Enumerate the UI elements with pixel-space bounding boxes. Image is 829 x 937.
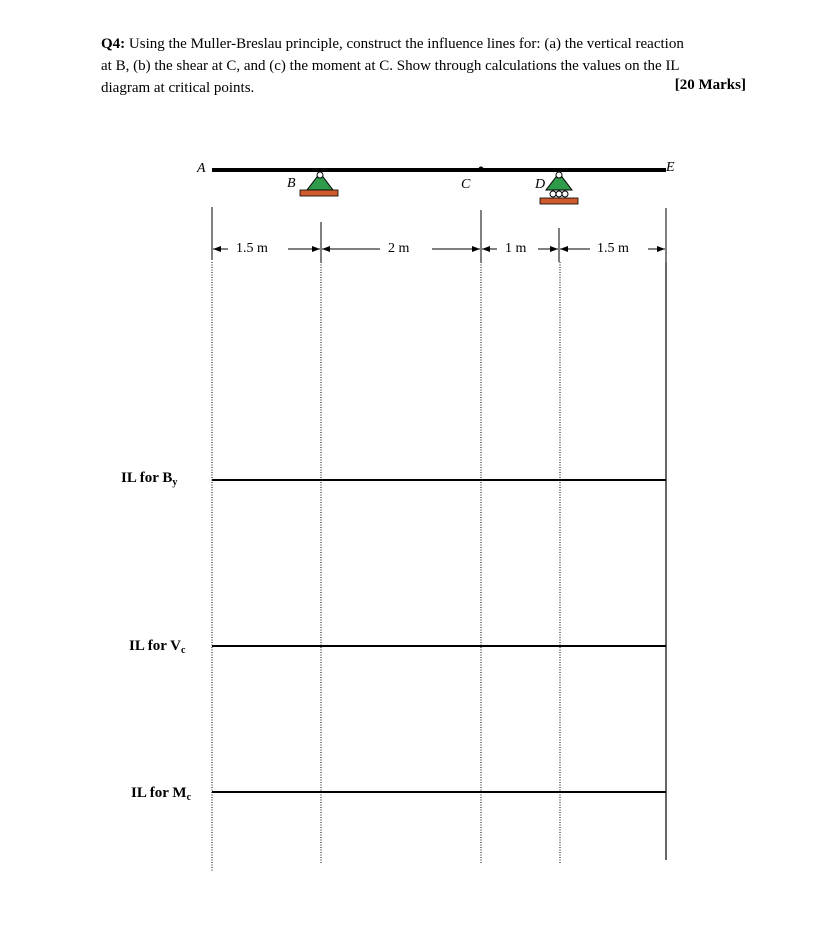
- point-label-c: C: [461, 177, 471, 192]
- dimension-label: 2 m: [388, 241, 410, 256]
- support-b: [300, 172, 338, 196]
- il-label-text: IL for V: [129, 638, 181, 654]
- roller-icon: [556, 191, 562, 197]
- il-label-mc: [131, 785, 192, 803]
- dimension-label: 1 m: [505, 241, 527, 256]
- hinge-c: [479, 167, 484, 172]
- question-line-1-text: Using the Muller-Breslau principle, construct the influence lines for: (a) the vertical reaction: [128, 36, 684, 52]
- question-line-2: at B, (b) the shear at C, and (c) the moment at C. Show through calculations the values on the IL: [101, 58, 680, 74]
- pin-icon: [317, 172, 323, 178]
- il-label-text: IL for M: [131, 785, 187, 801]
- il-label-subscript: c: [186, 792, 192, 803]
- marks-label: [20 Marks]: [674, 77, 746, 93]
- point-label-a: A: [197, 161, 206, 176]
- pin-icon: [556, 172, 562, 178]
- roller-icon: [550, 191, 556, 197]
- roller-icon: [562, 191, 568, 197]
- support-base: [300, 190, 338, 196]
- il-label-text: IL for B: [121, 470, 173, 486]
- il-label-by: [121, 470, 177, 488]
- dimension-cd: [482, 241, 558, 256]
- il-label-subscript: c: [180, 645, 186, 656]
- question-number: Q4:: [101, 36, 126, 52]
- point-label-d: D: [535, 177, 546, 192]
- dimension-ab: [213, 241, 320, 256]
- dimension-label: 1.5 m: [236, 241, 268, 256]
- dimension-bc: [322, 241, 480, 256]
- point-label-b: B: [287, 176, 296, 191]
- support-d: [540, 172, 578, 204]
- dimension-de: [560, 241, 665, 256]
- il-label-vc: [129, 638, 186, 656]
- support-base: [540, 198, 578, 204]
- il-label-subscript: y: [172, 477, 178, 488]
- question-line-3: diagram at critical points.: [101, 80, 255, 96]
- dimension-label: 1.5 m: [597, 241, 629, 256]
- point-label-e: E: [666, 160, 675, 175]
